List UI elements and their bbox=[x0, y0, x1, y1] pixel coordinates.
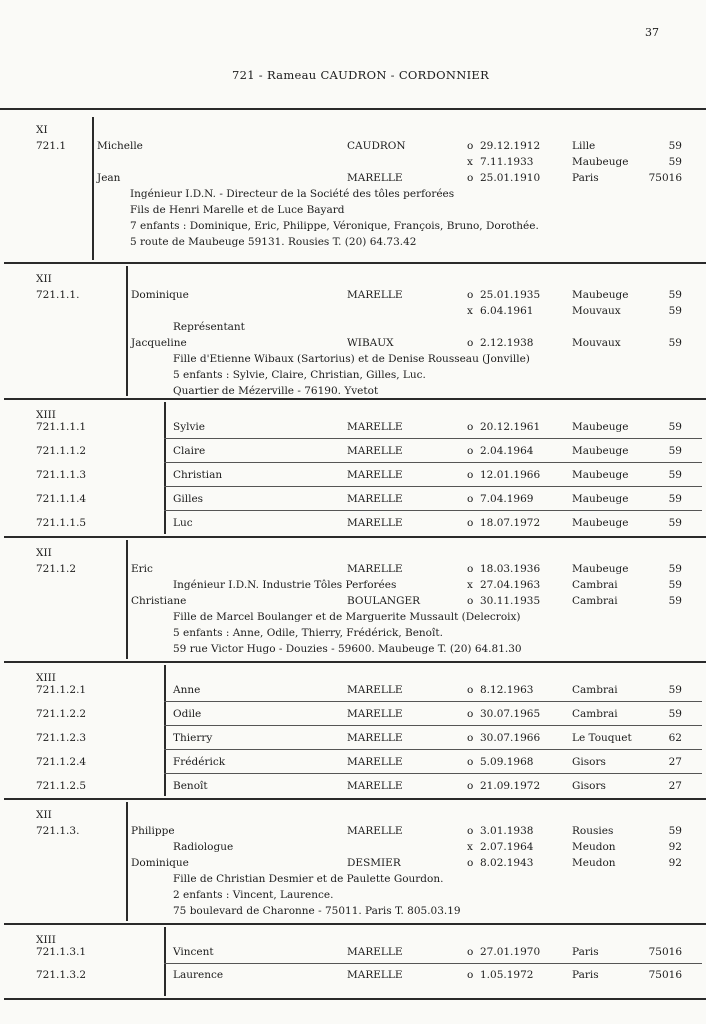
person-event-symbol: o bbox=[467, 172, 474, 184]
person-event-date: 7.11.1933 bbox=[480, 156, 534, 168]
person-event-symbol: o bbox=[467, 825, 474, 837]
person-given-name: Philippe bbox=[131, 825, 175, 837]
person-event-symbol: o bbox=[467, 595, 474, 607]
child-event-dept: 59 bbox=[668, 421, 682, 433]
person-event-dept: 75016 bbox=[648, 172, 682, 184]
child-event-place: Cambrai bbox=[572, 684, 618, 696]
person-event-date: 3.01.1938 bbox=[480, 825, 534, 837]
section-vertical-rule bbox=[126, 540, 128, 659]
child-code: 721.1.2.4 bbox=[36, 756, 87, 768]
child-event-symbol: o bbox=[467, 756, 474, 768]
family-note-line: 2 enfants : Vincent, Laurence. bbox=[173, 889, 334, 901]
person-event-symbol: o bbox=[467, 140, 474, 152]
child-event-date: 27.01.1970 bbox=[480, 946, 541, 958]
section-separator bbox=[4, 998, 706, 1000]
section-vertical-rule bbox=[126, 802, 128, 921]
occupation-note: Radiologue bbox=[173, 841, 234, 853]
child-surname: MARELLE bbox=[347, 732, 403, 744]
child-event-dept: 59 bbox=[668, 493, 682, 505]
person-given-name: Dominique bbox=[131, 289, 189, 301]
person-given-name: Michelle bbox=[97, 140, 143, 152]
child-event-date: 8.12.1963 bbox=[480, 684, 534, 696]
person-event-symbol: o bbox=[467, 563, 474, 575]
child-event-symbol: o bbox=[467, 732, 474, 744]
child-code: 721.1.3.1 bbox=[36, 946, 87, 958]
person-code: 721.1.2 bbox=[36, 563, 77, 575]
child-event-place: Le Touquet bbox=[572, 732, 632, 744]
child-given-name: Benoît bbox=[173, 780, 208, 792]
child-event-dept: 59 bbox=[668, 684, 682, 696]
person-event-place: Maubeuge bbox=[572, 563, 629, 575]
family-note-line: Fille de Christian Desmier et de Paulette Gourdon. bbox=[173, 873, 444, 885]
child-event-dept: 59 bbox=[668, 517, 682, 529]
child-event-dept: 59 bbox=[668, 445, 682, 457]
child-event-dept: 62 bbox=[668, 732, 682, 744]
child-event-date: 5.09.1968 bbox=[480, 756, 534, 768]
family-note-line: Ingénieur I.D.N. - Directeur de la Société des tôles perforées bbox=[130, 188, 455, 200]
person-event-symbol: x bbox=[467, 305, 473, 317]
generation-label: XI bbox=[36, 124, 48, 136]
child-event-place: Maubeuge bbox=[572, 469, 629, 481]
child-event-symbol: o bbox=[467, 421, 474, 433]
child-code: 721.1.2.2 bbox=[36, 708, 87, 720]
person-event-place: Cambrai bbox=[572, 595, 618, 607]
section-separator bbox=[4, 536, 706, 538]
person-event-dept: 59 bbox=[668, 825, 682, 837]
child-event-place: Paris bbox=[572, 969, 599, 981]
person-event-date: 18.03.1936 bbox=[480, 563, 541, 575]
family-note-line: 5 enfants : Sylvie, Claire, Christian, Gilles, Luc. bbox=[173, 369, 426, 381]
child-event-place: Paris bbox=[572, 946, 599, 958]
person-event-date: 8.02.1943 bbox=[480, 857, 534, 869]
child-surname: MARELLE bbox=[347, 421, 403, 433]
child-code: 721.1.3.2 bbox=[36, 969, 87, 981]
person-event-dept: 92 bbox=[668, 857, 682, 869]
child-surname: MARELLE bbox=[347, 493, 403, 505]
person-event-place: Mouvaux bbox=[572, 337, 621, 349]
person-surname: MARELLE bbox=[347, 563, 403, 575]
section-separator bbox=[4, 798, 706, 800]
person-surname: CAUDRON bbox=[347, 140, 406, 152]
child-event-place: Gisors bbox=[572, 780, 606, 792]
child-given-name: Thierry bbox=[173, 732, 213, 744]
section-vertical-rule bbox=[164, 665, 166, 796]
child-event-dept: 75016 bbox=[648, 946, 682, 958]
child-row-rule bbox=[164, 963, 702, 964]
child-code: 721.1.1.2 bbox=[36, 445, 87, 457]
child-surname: MARELLE bbox=[347, 946, 403, 958]
person-surname: MARELLE bbox=[347, 172, 403, 184]
person-event-symbol: x bbox=[467, 579, 473, 591]
family-note-line: Fils de Henri Marelle et de Luce Bayard bbox=[130, 204, 345, 216]
generation-label: XII bbox=[36, 809, 52, 821]
section-separator bbox=[4, 923, 706, 925]
page-number: 37 bbox=[645, 26, 659, 39]
child-given-name: Luc bbox=[173, 517, 193, 529]
person-event-dept: 59 bbox=[668, 305, 682, 317]
person-surname: MARELLE bbox=[347, 289, 403, 301]
section-vertical-rule bbox=[164, 402, 166, 534]
child-event-place: Maubeuge bbox=[572, 445, 629, 457]
person-event-place: Cambrai bbox=[572, 579, 618, 591]
child-event-date: 21.09.1972 bbox=[480, 780, 541, 792]
family-note-line: 75 boulevard de Charonne - 75011. Paris T. 805.03.19 bbox=[173, 905, 461, 917]
child-given-name: Vincent bbox=[173, 946, 214, 958]
child-event-symbol: o bbox=[467, 780, 474, 792]
person-event-date: 6.04.1961 bbox=[480, 305, 534, 317]
family-note-line: 7 enfants : Dominique, Eric, Philippe, Véronique, François, Bruno, Dorothée. bbox=[130, 220, 539, 232]
child-surname: MARELLE bbox=[347, 445, 403, 457]
generation-label: XIII bbox=[36, 672, 56, 684]
person-event-date: 29.12.1912 bbox=[480, 140, 541, 152]
child-row-rule bbox=[164, 510, 702, 511]
child-event-date: 30.07.1966 bbox=[480, 732, 541, 744]
person-given-name: Jacqueline bbox=[131, 337, 187, 349]
person-event-date: 2.12.1938 bbox=[480, 337, 534, 349]
child-row-rule bbox=[164, 438, 702, 439]
child-surname: MARELLE bbox=[347, 969, 403, 981]
person-event-dept: 59 bbox=[668, 289, 682, 301]
occupation-note: Représentant bbox=[173, 321, 245, 333]
child-event-dept: 75016 bbox=[648, 969, 682, 981]
child-event-date: 30.07.1965 bbox=[480, 708, 541, 720]
child-event-symbol: o bbox=[467, 517, 474, 529]
child-surname: MARELLE bbox=[347, 469, 403, 481]
person-surname: WIBAUX bbox=[347, 337, 394, 349]
child-event-symbol: o bbox=[467, 684, 474, 696]
child-event-date: 1.05.1972 bbox=[480, 969, 534, 981]
person-surname: MARELLE bbox=[347, 825, 403, 837]
child-event-dept: 59 bbox=[668, 708, 682, 720]
child-surname: MARELLE bbox=[347, 517, 403, 529]
person-event-date: 2.07.1964 bbox=[480, 841, 534, 853]
child-event-symbol: o bbox=[467, 445, 474, 457]
section-vertical-rule bbox=[126, 266, 128, 396]
section-separator bbox=[4, 661, 706, 663]
child-row-rule bbox=[164, 725, 702, 726]
child-given-name: Gilles bbox=[173, 493, 204, 505]
header-rule bbox=[0, 108, 706, 110]
generation-label: XII bbox=[36, 273, 52, 285]
generation-label: XIII bbox=[36, 934, 56, 946]
person-surname: DESMIER bbox=[347, 857, 401, 869]
person-event-place: Maubeuge bbox=[572, 289, 629, 301]
person-event-dept: 59 bbox=[668, 579, 682, 591]
child-row-rule bbox=[164, 773, 702, 774]
person-event-place: Meudon bbox=[572, 841, 616, 853]
generation-label: XII bbox=[36, 547, 52, 559]
person-event-place: Lille bbox=[572, 140, 596, 152]
person-given-name: Dominique bbox=[131, 857, 189, 869]
person-given-name: Eric bbox=[131, 563, 153, 575]
person-event-symbol: o bbox=[467, 337, 474, 349]
section-vertical-rule bbox=[164, 927, 166, 996]
child-given-name: Anne bbox=[173, 684, 201, 696]
child-surname: MARELLE bbox=[347, 708, 403, 720]
child-code: 721.1.1.4 bbox=[36, 493, 87, 505]
child-given-name: Sylvie bbox=[173, 421, 205, 433]
child-event-dept: 27 bbox=[668, 780, 682, 792]
child-event-place: Gisors bbox=[572, 756, 606, 768]
child-event-date: 12.01.1966 bbox=[480, 469, 541, 481]
person-event-symbol: o bbox=[467, 857, 474, 869]
child-event-date: 2.04.1964 bbox=[480, 445, 534, 457]
person-event-dept: 59 bbox=[668, 563, 682, 575]
person-event-symbol: o bbox=[467, 289, 474, 301]
child-event-dept: 27 bbox=[668, 756, 682, 768]
person-event-dept: 59 bbox=[668, 140, 682, 152]
child-event-symbol: o bbox=[467, 469, 474, 481]
child-row-rule bbox=[164, 749, 702, 750]
person-event-symbol: x bbox=[467, 841, 473, 853]
person-event-dept: 59 bbox=[668, 595, 682, 607]
family-note-line: Fille de Marcel Boulanger et de Marguerite Mussault (Delecroix) bbox=[173, 611, 521, 623]
child-code: 721.1.1.5 bbox=[36, 517, 87, 529]
child-event-place: Cambrai bbox=[572, 708, 618, 720]
person-event-date: 25.01.1910 bbox=[480, 172, 541, 184]
person-event-place: Paris bbox=[572, 172, 599, 184]
occupation-note: Ingénieur I.D.N. Industrie Tôles Perforées bbox=[173, 579, 397, 591]
child-code: 721.1.1.3 bbox=[36, 469, 87, 481]
child-code: 721.1.1.1 bbox=[36, 421, 87, 433]
child-event-symbol: o bbox=[467, 946, 474, 958]
person-event-dept: 59 bbox=[668, 337, 682, 349]
person-event-place: Maubeuge bbox=[572, 156, 629, 168]
person-code: 721.1 bbox=[36, 140, 67, 152]
person-event-place: Meudon bbox=[572, 857, 616, 869]
person-event-date: 27.04.1963 bbox=[480, 579, 541, 591]
child-given-name: Odile bbox=[173, 708, 202, 720]
child-given-name: Laurence bbox=[173, 969, 224, 981]
family-note-line: Fille d'Etienne Wibaux (Sartorius) et de Denise Rousseau (Jonville) bbox=[173, 353, 530, 365]
child-event-date: 18.07.1972 bbox=[480, 517, 541, 529]
child-event-place: Maubeuge bbox=[572, 517, 629, 529]
child-row-rule bbox=[164, 701, 702, 702]
person-event-dept: 59 bbox=[668, 156, 682, 168]
family-note-line: 5 route de Maubeuge 59131. Rousies T. (20) 64.73.42 bbox=[130, 236, 417, 248]
child-event-date: 20.12.1961 bbox=[480, 421, 541, 433]
child-given-name: Frédérick bbox=[173, 756, 226, 768]
family-note-line: 5 enfants : Anne, Odile, Thierry, Frédérick, Benoît. bbox=[173, 627, 443, 639]
person-event-place: Rousies bbox=[572, 825, 614, 837]
generation-label: XIII bbox=[36, 409, 56, 421]
child-event-date: 7.04.1969 bbox=[480, 493, 534, 505]
child-event-symbol: o bbox=[467, 493, 474, 505]
person-event-date: 25.01.1935 bbox=[480, 289, 541, 301]
family-note-line: 59 rue Victor Hugo - Douzies - 59600. Maubeuge T. (20) 64.81.30 bbox=[173, 643, 522, 655]
child-row-rule bbox=[164, 486, 702, 487]
person-event-date: 30.11.1935 bbox=[480, 595, 541, 607]
child-given-name: Christian bbox=[173, 469, 223, 481]
person-given-name: Jean bbox=[97, 172, 121, 184]
page-title: 721 - Rameau CAUDRON - CORDONNIER bbox=[232, 68, 490, 82]
person-event-dept: 92 bbox=[668, 841, 682, 853]
person-given-name: Christiane bbox=[131, 595, 187, 607]
section-vertical-rule bbox=[92, 117, 94, 260]
child-event-dept: 59 bbox=[668, 469, 682, 481]
child-surname: MARELLE bbox=[347, 756, 403, 768]
child-surname: MARELLE bbox=[347, 684, 403, 696]
person-event-place: Mouvaux bbox=[572, 305, 621, 317]
section-separator bbox=[4, 398, 706, 400]
child-code: 721.1.2.3 bbox=[36, 732, 87, 744]
child-surname: MARELLE bbox=[347, 780, 403, 792]
child-row-rule bbox=[164, 462, 702, 463]
child-event-symbol: o bbox=[467, 708, 474, 720]
section-separator bbox=[4, 262, 706, 264]
child-given-name: Claire bbox=[173, 445, 206, 457]
person-event-symbol: x bbox=[467, 156, 473, 168]
person-surname: BOULANGER bbox=[347, 595, 421, 607]
person-code: 721.1.3. bbox=[36, 825, 80, 837]
child-code: 721.1.2.1 bbox=[36, 684, 87, 696]
child-event-place: Maubeuge bbox=[572, 493, 629, 505]
person-code: 721.1.1. bbox=[36, 289, 80, 301]
child-event-place: Maubeuge bbox=[572, 421, 629, 433]
child-event-symbol: o bbox=[467, 969, 474, 981]
child-code: 721.1.2.5 bbox=[36, 780, 87, 792]
family-note-line: Quartier de Mézerville - 76190. Yvetot bbox=[173, 385, 379, 397]
